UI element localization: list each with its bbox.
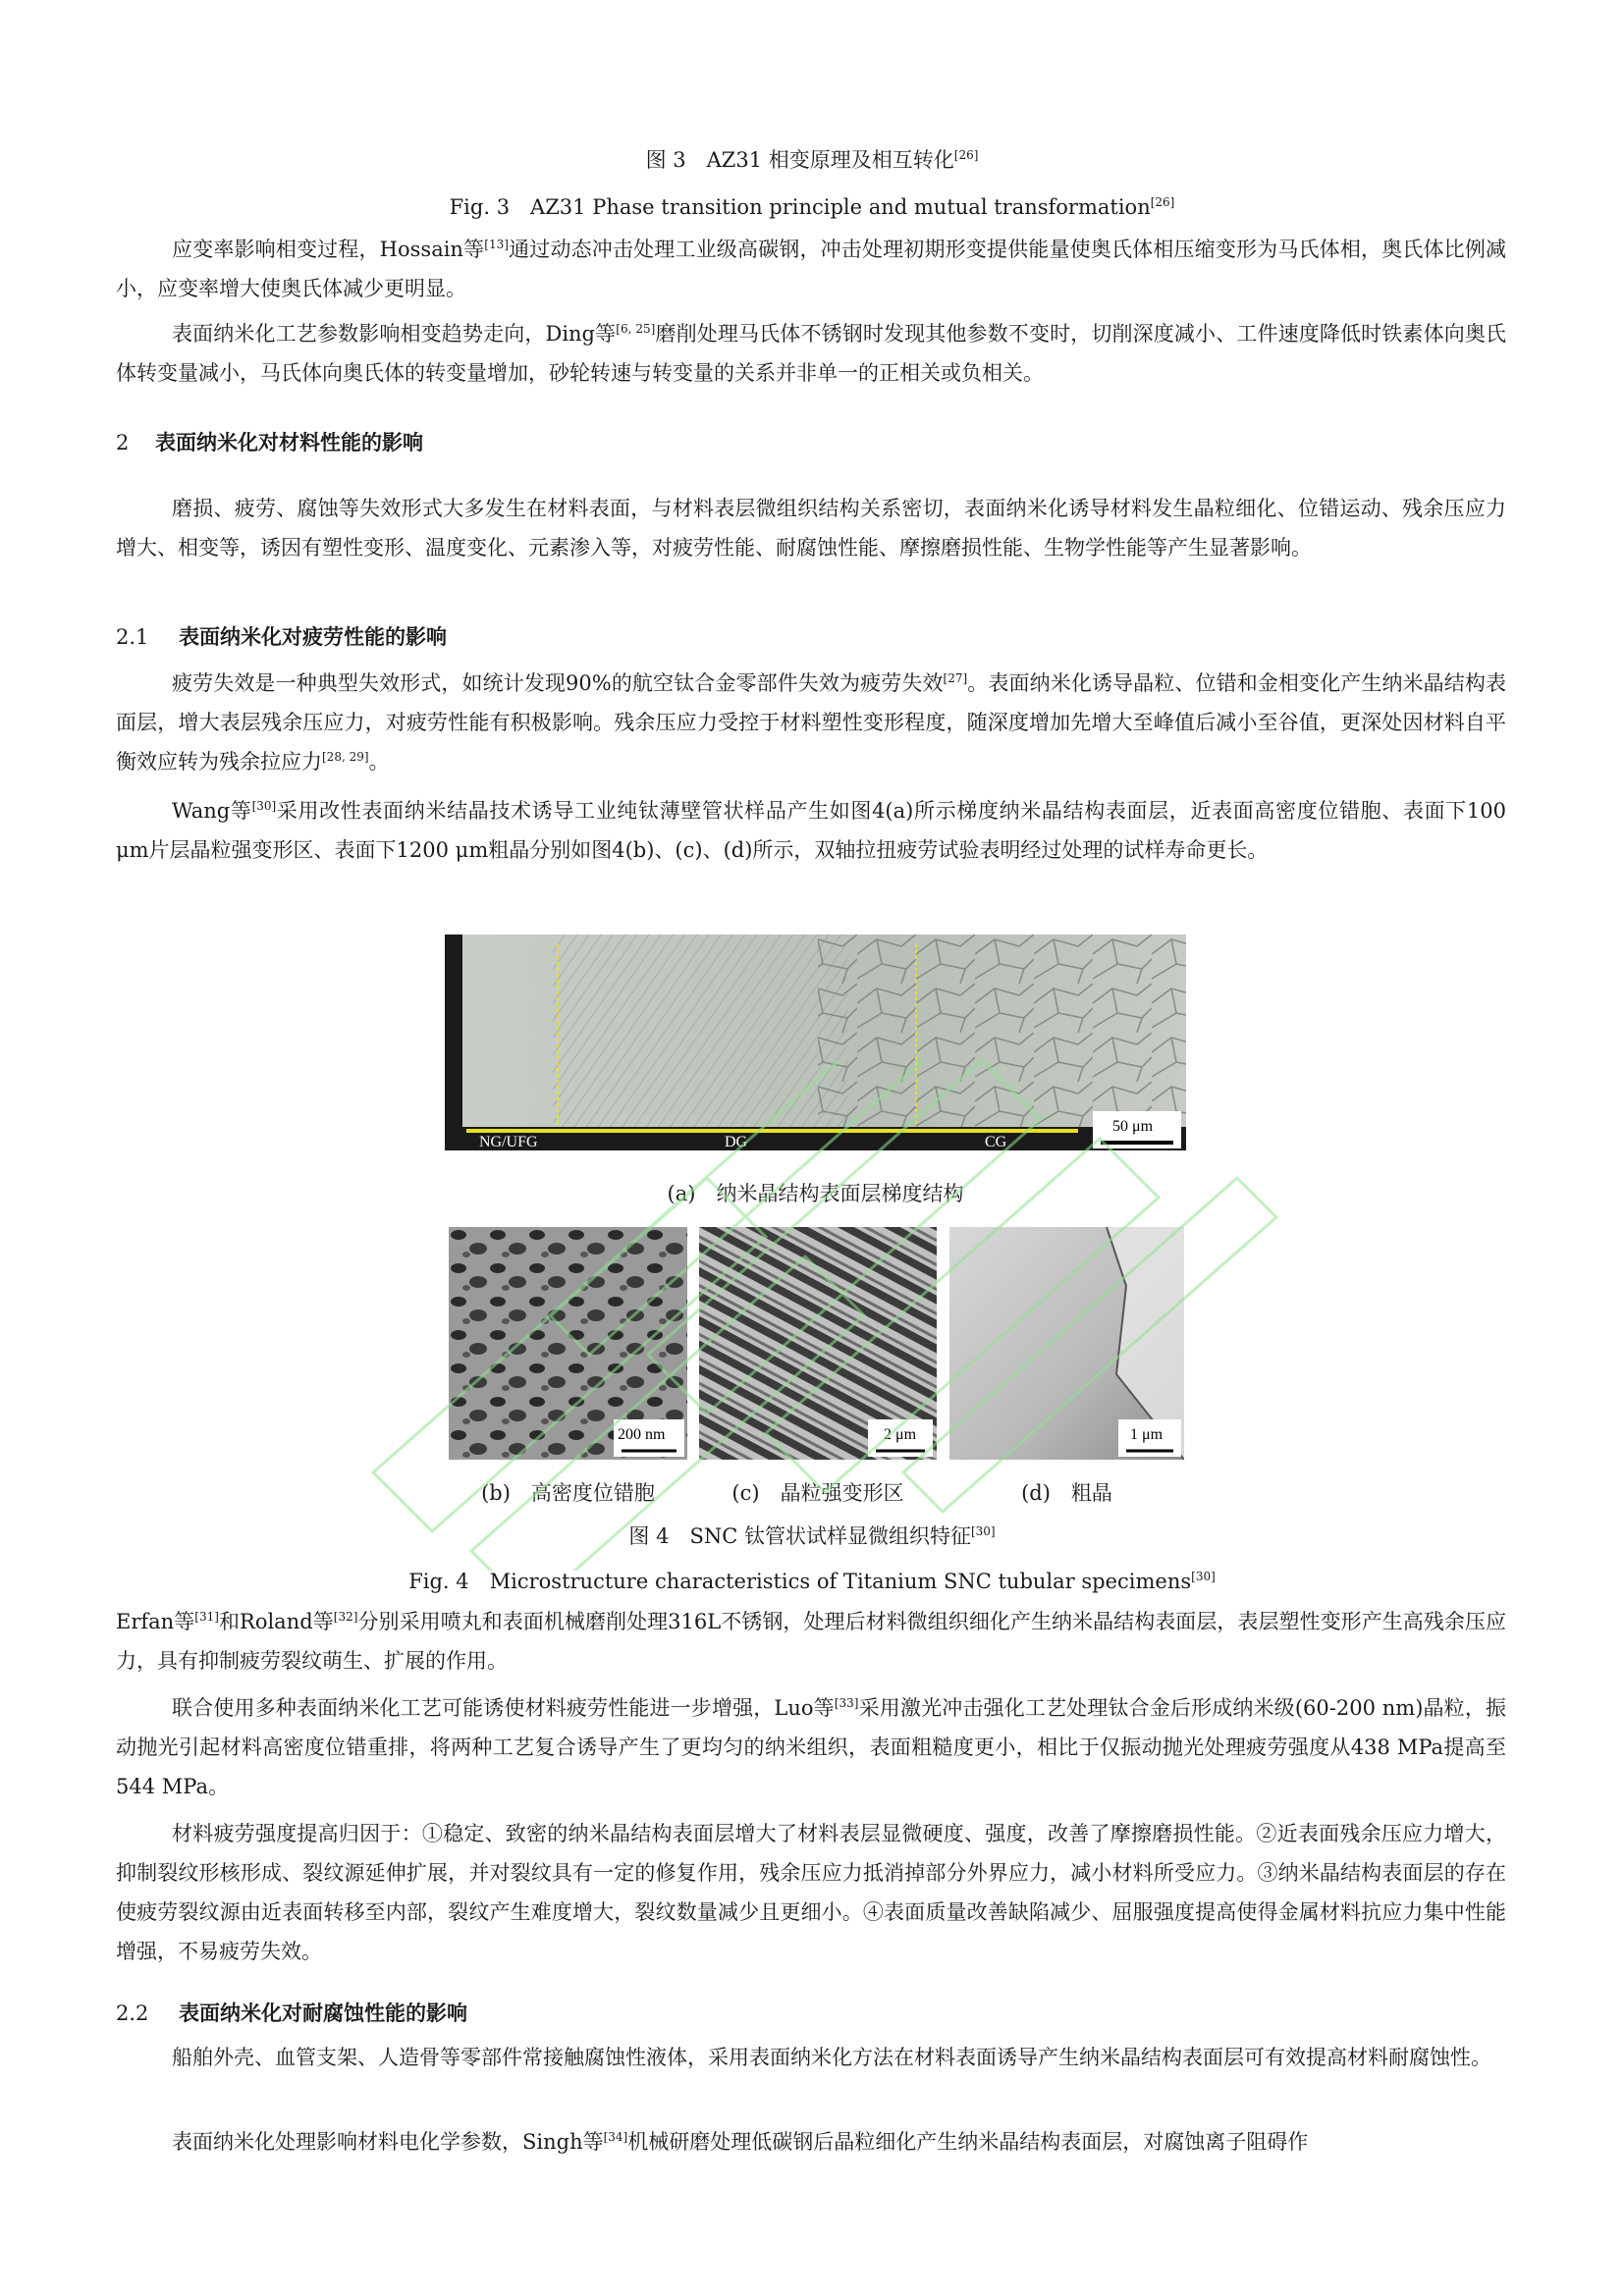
- label-cg: CG: [985, 1134, 1007, 1150]
- fig4-caption-cn: 图 4 SNC 钛管状试样显微组织特征[30]: [628, 1524, 996, 1548]
- fig3-caption-en: Fig. 3 AZ31 Phase transition principle and mutual transformation[26]: [449, 195, 1175, 219]
- section-2-2-heading: 2.2 表面纳米化对耐腐蚀性能的影响: [116, 2001, 467, 2025]
- fig4b-caption: (b) 高密度位错胞: [481, 1481, 655, 1505]
- fig4d-caption: (d) 粗晶: [1021, 1481, 1112, 1505]
- fig4a-caption: (a) 纳米晶结构表面层梯度结构: [667, 1182, 964, 1205]
- paragraph-fatigue: 疲劳失效是一种典型失效形式，如统计发现90%的航空钛合金零部件失效为疲劳失效[27]。表面纳米化诱导晶粒、位错和金相变化产生纳米晶结构表面层，增大表层残余压应力，对疲劳性能有积极影响。残余压应力受控于材料塑性变形程度，随深度增加先增大至峰值后减小至谷值，更深处因材料自平衡效应转为残余拉应力[28, 29]。: [116, 671, 1506, 774]
- label-dg: DG: [725, 1134, 748, 1150]
- paragraph-singh: 表面纳米化处理影响材料电化学参数，Singh等[34]机械研磨处理低碳钢后晶粒细化产生纳米晶结构表面层，对腐蚀离子阻碍作: [172, 2130, 1309, 2154]
- paragraph-attribution: 材料疲劳强度提高归因于：①稳定、致密的纳米晶结构表面层增大了材料表层显微硬度、强度，改善了摩擦磨损性能。②近表面残余压应力增大，抑制裂纹形核形成、裂纹源延伸扩展，并对裂纹具有一定的修复作用，残余压应力抵消掉部分外界应力，减小材料所受应力。③纳米晶结构表面层的存在使疲劳裂纹源由近表面转移至内部，裂纹产生难度增大，裂纹数量减少且更细小。④表面质量改善缺陷减少、屈服强度提高使得金属材料抗应力集中性能增强，不易疲劳失效。: [116, 1822, 1506, 1963]
- paragraph-strain-rate: 应变率影响相变过程，Hossain等[13]通过动态冲击处理工业级高碳钢，冲击处理初期形变提供能量使奥氏体相压缩变形为马氏体相，奥氏体比例减小，应变率增大使奥氏体减少更明显。: [116, 238, 1506, 300]
- scale-bar-c: 2 μm: [884, 1426, 917, 1443]
- scale-bar-a: 50 μm: [1112, 1118, 1154, 1135]
- paragraph-corrosion-intro: 船舶外壳、血管支架、人造骨等零部件常接触腐蚀性液体，采用表面纳米化方法在材料表面诱导产生纳米晶结构表面层可有效提高材料耐腐蚀性。: [172, 2046, 1491, 2069]
- paragraph-process-params: 表面纳米化工艺参数影响相变趋势走向，Ding等[6, 25]磨削处理马氏体不锈钢时发现其他参数不变时，切削深度减小、工件速度降低时铁素体向奥氏体转变量减小，马氏体向奥氏体的转变量增加，砂轮转速与转变量的关系并非单一的正相关或负相关。: [116, 322, 1506, 385]
- fig4c-caption: (c) 晶粒强变形区: [731, 1481, 904, 1505]
- fig3-caption-cn: 图 3 AZ31 相变原理及相互转化[26]: [645, 148, 979, 172]
- section-2-heading: 2 表面纳米化对材料性能的影响: [116, 430, 423, 454]
- fig4-caption-en: Fig. 4 Microstructure characteristics of Titanium SNC tubular specimens[30]: [408, 1570, 1216, 1593]
- paragraph-failure-modes: 磨损、疲劳、腐蚀等失效形式大多发生在材料表面，与材料表层微组织结构关系密切，表面纳米化诱导材料发生晶粒细化、位错运动、残余压应力增大、相变等，诱因有塑性变形、温度变化、元素渗入等，对疲劳性能、耐腐蚀性能、摩擦磨损性能、生物学性能等产生显著影响。: [116, 497, 1506, 560]
- scale-bar-b: 200 nm: [618, 1426, 666, 1443]
- label-ng-ufg: NG/UFG: [479, 1134, 538, 1150]
- paragraph-luo: 联合使用多种表面纳米化工艺可能诱使材料疲劳性能进一步增强，Luo等[33]采用激光冲击强化工艺处理钛合金后形成纳米级(60-200 nm)晶粒，振动抛光引起材料高密度位错重排，将两种工艺复合诱导产生了更均匀的纳米组织，表面粗糙度更小，相比于仅振动抛光处理疲劳强度从438 MPa提高至544 MPa。: [116, 1696, 1506, 1798]
- paragraph-wang: Wang等[30]采用改性表面纳米结晶技术诱导工业纯钛薄壁管状样品产生如图4(a)所示梯度纳米晶结构表面层，近表面高密度位错胞、表面下100 μm片层晶粒强变形区、表面下1200 μm粗晶分别如图4(b)、(c)、(d)所示，双轴拉扭疲劳试验表明经过处理的试样寿命更长。: [116, 799, 1506, 862]
- paragraph-erfan-roland: Erfan等[31]和Roland等[32]分别采用喷丸和表面机械磨削处理316L不锈钢，处理后材料微组织细化产生纳米晶结构表面层，表层塑性变形产生高残余压应力，具有抑制疲劳裂纹萌生、扩展的作用。: [116, 1610, 1506, 1673]
- scale-bar-d: 1 μm: [1130, 1426, 1164, 1443]
- section-2-1-heading: 2.1 表面纳米化对疲劳性能的影响: [116, 624, 447, 649]
- watermark-graphic: [353, 1060, 1296, 1571]
